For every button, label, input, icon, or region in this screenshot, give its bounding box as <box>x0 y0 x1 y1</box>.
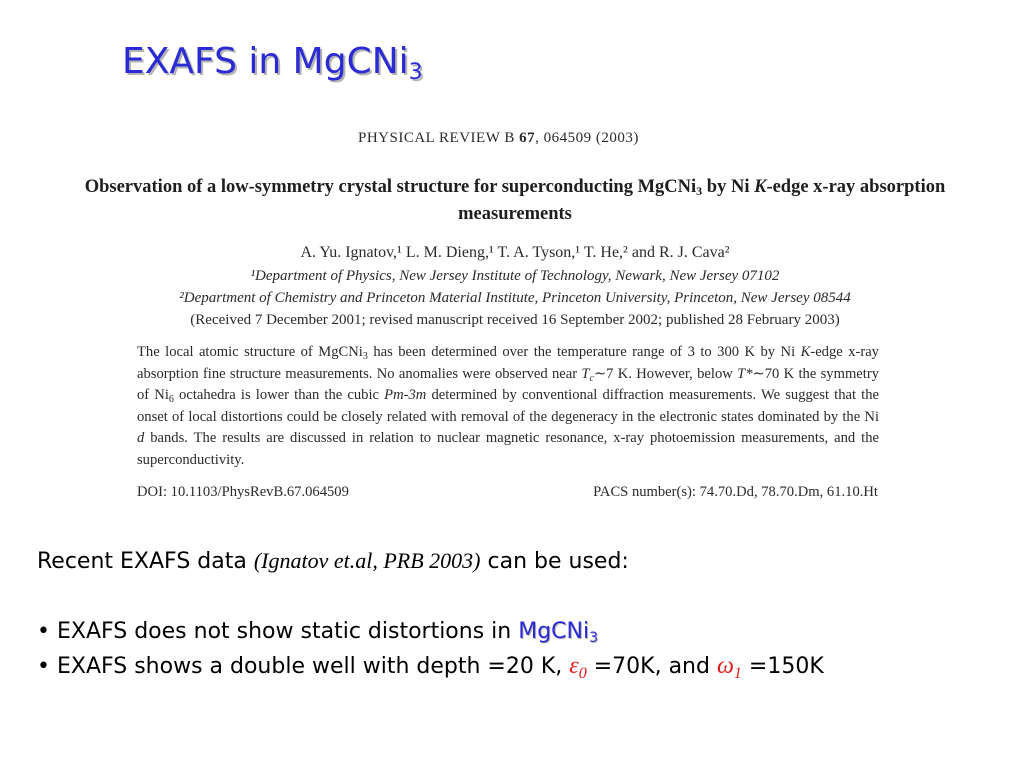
epsilon-symbol <box>569 653 587 682</box>
bullet-2-end: =150K <box>741 654 824 679</box>
abstract-tstar: T* <box>737 365 753 382</box>
paper-title-k: K <box>754 177 767 197</box>
abstract-text-1: The local atomic structure of MgCNi <box>137 344 363 360</box>
paper-doi: DOI: 10.1103/PhysRevB.67.064509 <box>137 484 349 500</box>
paper-authors: A. Yu. Ignatov,¹ L. M. Dieng,¹ T. A. Tyson,¹ T. He,² and R. J. Cava² <box>300 244 730 261</box>
paper-title-subscript: 3 <box>696 184 703 198</box>
abstract-k: K <box>800 344 811 360</box>
intro-after: can be used: <box>480 549 629 574</box>
paper-title-part3: -edge x-ray absorption measurements <box>458 177 946 224</box>
abstract-text-2: has been determined over the temperature range of 3 to 300 K by Ni <box>367 344 801 360</box>
bullet-1-text: • EXAFS does not show static distortions in <box>37 619 519 644</box>
abstract-tc-sub: c <box>589 372 594 384</box>
bullet-2-mid: =70K, and <box>586 654 717 679</box>
bullet-1-formula-sub: 3 <box>589 630 599 646</box>
journal-name: PHYSICAL REVIEW B <box>358 130 515 146</box>
epsilon-subscript: 0 <box>578 665 587 682</box>
slide-title-text: EXAFS in MgCNi <box>122 41 409 82</box>
bullet-1-formula-text: MgCNi <box>518 619 590 644</box>
bullet-2-text: • EXAFS shows a double well with depth =20 K, <box>37 654 570 679</box>
paper-title-part2: by Ni <box>702 177 755 197</box>
abstract-text-6: octahedra is lower than the cubic <box>173 387 385 404</box>
paper-affiliation-2: ²Department of Chemistry and Princeton Material Institute, Princeton University, Princeton, New Jersey 08544 <box>179 290 851 306</box>
paper-title <box>30 174 1000 228</box>
abstract-tc <box>581 366 594 382</box>
abstract-text-8: bands. The results are discussed in relation to nuclear magnetic resonance, x-ray photoemission measurements, and the superconductivity. <box>137 430 879 468</box>
bullet-item-2 <box>37 649 824 684</box>
omega-letter: ω <box>716 653 734 679</box>
journal-issue: , 064509 (2003) <box>535 130 639 146</box>
abstract-text-7: determined by conventional diffraction measurements. We suggest that the onset of local distortions could be closely related with removal of the degeneracy in the electronic states dominated by the Ni <box>137 387 879 425</box>
journal-citation <box>358 130 639 147</box>
abstract-text-5: ∼70 K the symmetry of Ni <box>137 365 879 404</box>
paper-pacs: PACS number(s): 74.70.Dd, 78.70.Dm, 61.10.Ht <box>593 484 878 500</box>
bullet-list <box>37 615 824 684</box>
paper-received-dates: (Received 7 December 2001; revised manuscript received 16 September 2002; published 28 February 2003) <box>190 312 840 328</box>
bullet-1-formula <box>518 619 598 644</box>
abstract-space-group: Pm-3m <box>384 387 427 404</box>
intro-citation: (Ignatov et.al, PRB 2003) <box>253 548 481 573</box>
intro-before: Recent EXAFS data <box>37 549 254 574</box>
intro-text <box>37 547 629 576</box>
abstract-sub-6: 6 <box>168 394 174 406</box>
abstract-tc-t: T <box>581 365 590 382</box>
abstract-text-4: ∼7 K. However, below <box>593 365 738 382</box>
abstract-text-3: -edge x-ray absorption fine structure measurements. No anomalies were observed near <box>137 344 879 382</box>
journal-volume: 67 <box>519 130 536 146</box>
paper-title-part1: Observation of a low-symmetry crystal structure for superconducting MgCNi <box>84 177 697 197</box>
omega-subscript: 1 <box>733 665 742 682</box>
slide-title-subscript: 3 <box>408 60 423 85</box>
paper-affiliation-1: ¹Department of Physics, New Jersey Institute of Technology, Newark, New Jersey 07102 <box>250 268 780 284</box>
abstract-d: d <box>137 430 145 447</box>
slide-title <box>122 40 423 84</box>
paper-abstract <box>137 342 879 472</box>
epsilon-letter: ε <box>569 653 579 679</box>
abstract-sub-1: 3 <box>362 351 368 362</box>
omega-symbol <box>716 653 742 682</box>
bullet-item-1 <box>37 615 824 649</box>
